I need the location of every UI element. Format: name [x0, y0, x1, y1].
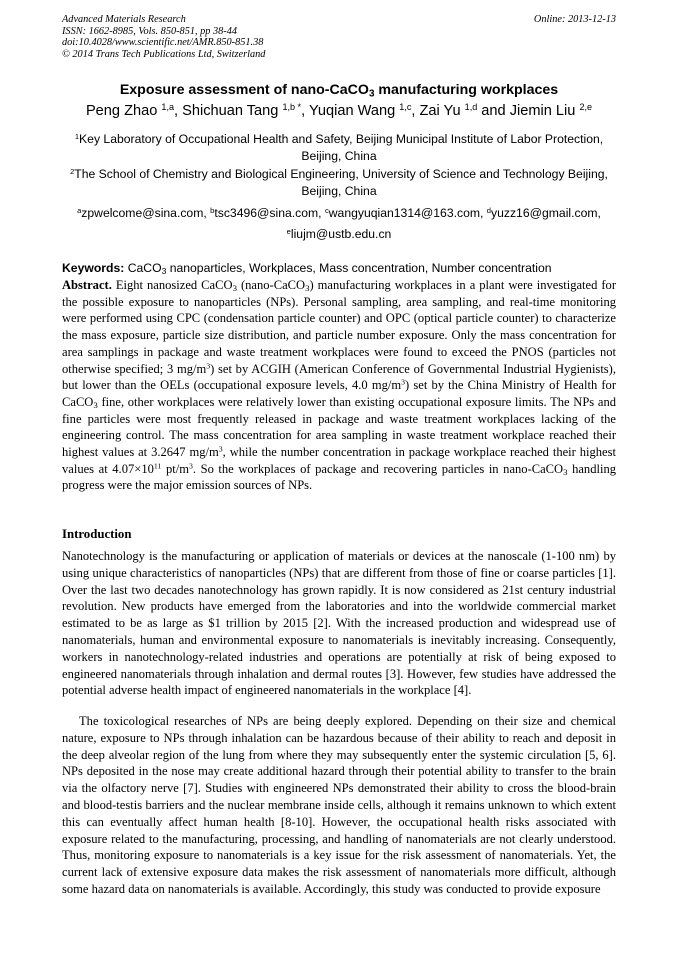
superscript: 11 — [153, 461, 162, 471]
abstract-text: (nano-CaCO — [236, 278, 306, 292]
journal-header — [62, 14, 616, 60]
author-affil-mark: 1,c — [399, 102, 412, 113]
keywords-label: Keywords: — [62, 261, 125, 275]
keywords-text: CaCO — [124, 261, 162, 275]
subscript: 3 — [305, 283, 310, 294]
author-list — [0, 103, 678, 119]
affiliation-1 — [62, 131, 616, 165]
email-address[interactable]: tsc3496@sina.com, — [214, 206, 325, 220]
author-name: Zai Yu — [419, 103, 461, 119]
email-mark: c — [324, 205, 329, 215]
author-name: Peng Zhao — [85, 103, 158, 119]
email-address[interactable]: liujm@ustb.edu.cn — [290, 227, 392, 241]
affiliation-text: The School of Chemistry and Biological Engineering, University of Science and Technology Beijing, Beijing, China — [74, 167, 608, 198]
author-separator: , — [411, 103, 420, 119]
paper-title — [0, 82, 678, 98]
online-date: Online: 2013-12-13 — [533, 14, 616, 25]
author-name: Shichuan Tang — [182, 103, 279, 119]
email-mark: a — [77, 205, 82, 215]
email-list — [62, 203, 616, 245]
abstract-text: pt/m — [161, 461, 189, 476]
superscript: 3 — [188, 461, 193, 471]
email-mark: b — [210, 205, 215, 215]
email-address[interactable]: wangyuqian1314@163.com, — [328, 206, 487, 220]
copyright-line: © 2014 Trans Tech Publications Ltd, Switzerland — [62, 48, 266, 60]
email-address[interactable]: yuzz16@gmail.com, — [491, 206, 601, 220]
journal-name: Advanced Materials Research — [62, 14, 186, 25]
keywords-subscript: 3 — [161, 266, 167, 277]
abstract-text: handling progress were the major emission sources of NPs. — [62, 461, 616, 493]
author-separator: , — [301, 103, 309, 119]
abstract-text: Eight nanosized CaCO — [111, 278, 233, 292]
author-name: Yuqian Wang — [308, 103, 396, 119]
author-separator: and — [477, 103, 510, 119]
email-mark: d — [486, 205, 491, 215]
keywords-text: nanoparticles, Workplaces, Mass concentration, Number concentration — [166, 261, 552, 275]
email-address[interactable]: zpwelcome@sina.com, — [81, 206, 211, 220]
affiliation-text: Key Laboratory of Occupational Health and Safety, Beijing Municipal Institute of Labor Protection, Beijing, China — [79, 132, 604, 163]
abstract-text: ) set by ACGIH (American Conference of Governmental Industrial Hygienists), but lower than the OELs (occupational exposure levels, 4.0 mg/m — [62, 361, 616, 393]
abstract — [62, 277, 616, 494]
author-affil-mark: 2,e — [579, 102, 593, 113]
author-affil-mark: 1,a — [161, 102, 174, 113]
title-subscript: 3 — [368, 88, 375, 100]
superscript: 3 — [206, 361, 211, 371]
affiliation-2 — [62, 166, 616, 200]
keywords — [62, 261, 616, 275]
affiliation-mark: 1 — [74, 131, 80, 141]
email-mark: e — [286, 226, 291, 236]
author-separator: , — [174, 103, 183, 119]
doi-line: doi:10.4028/www.scientific.net/AMR.850-851.38 — [62, 37, 264, 49]
abstract-text: ) set by the China Ministry of Health for CaCO — [62, 378, 617, 409]
abstract-text: ) manufacturing workplaces in a plant were investigated for the possible exposure to nanoparticles (NPs). Personal sampling, area sampling, and real-time monitoring were performed using CPC (condensation particle counter) and OPC (optical particle counter) to characterize the mass exposure, particle size distribution, and particle number exposure. Only the mass concentration for area samplings in package and waste treatment workplaces were found to exceed the PNOS (particles not otherwise specified; 3 mg/m — [62, 278, 617, 376]
author-name: Jiemin Liu — [509, 103, 576, 119]
abstract-label: Abstract. — [62, 278, 112, 292]
abstract-text: , while the number concentration in package workplace reached their highest values at 4.07×10 — [62, 445, 616, 476]
superscript: 3 — [401, 377, 406, 387]
subscript: 3 — [93, 400, 98, 411]
author-affil-mark: 1,d — [464, 102, 478, 113]
issn-line: ISSN: 1662-8985, Vols. 850-851, pp 38-44 — [62, 25, 238, 37]
affiliation-mark: 2 — [70, 166, 75, 176]
intro-paragraph-2: The toxicological researches of NPs are being deeply explored. Depending on their size and chemical nature, exposure to NPs through inhalation can be hazardous because of their ability to reach and deposit in the deep alveolar region of the lung from where they may subsequently enter the systemic circulation [5, 6]. NPs deposited in the nose may create additional hazard through their potential ability to transfer to the brain via the olfactory nerve [7]. Studies with engineered NPs demonstrated their ability to cross the blood-brain and blood-testis barriers and the nuclear membrane inside cells, although it remains unknown to which extent this can eventually affect human health [8-10]. However, the occupational health risks associated with exposure related to the manufacturing, processing, and handling of nanomaterials are not clearly understood. Thus, monitoring exposure to nanomaterials is a key issue for the risk assessment of nanomaterials. Yet, the current lack of extensive exposure data makes the risk assessment of nanomaterials more difficult, although some hazard data on nanomaterials is available. Accordingly, this study was conducted to provide exposure — [62, 714, 616, 896]
subscript: 3 — [563, 466, 568, 477]
title-text: Exposure assessment of nano-CaCO — [119, 82, 369, 98]
intro-paragraph-1: Nanotechnology is the manufacturing or application of materials or devices at the nanoscale (1-100 nm) by using unique characteristics of nanoparticles (NPs) that are different from those of fine or coarse particles [1]. Over the last two decades nanotechnology has grown rapidly. It is now considered as 21st century industrial revolution. New products have emerged from the laboratories and into the worldwide commercial market estimated to be as large as $1 trillion by 2015 [2]. With the increased production and widespread use of nanomaterials, human and environmental exposure to nanomaterials is inevitably increasing. Consequently, workers in nanotechnology-related industries and operations are potentially at risk of being exposed to engineered nanomaterials through inhalation and dermal routes [3]. However, few studies have addressed the potential adverse health impact of engineered nanomaterials in the workplace [4]. — [62, 549, 616, 698]
title-text-end: manufacturing workplaces — [374, 82, 559, 98]
abstract-text: . So the workplaces of package and recovering particles in nano-CaCO — [192, 461, 564, 476]
author-affil-mark: 1,b * — [282, 102, 302, 113]
section-heading-introduction: Introduction — [62, 527, 132, 541]
abstract-text: fine, other workplaces were relatively lower than existing occupational exposure limits. The NPs and fine particles were most frequently released in package and waste treatment workplaces lacking of the engineering control. The mass concentration for area sampling in waste treatment workplace reached their highest values at 3.2647 mg/m — [62, 394, 616, 460]
subscript: 3 — [232, 283, 237, 294]
superscript: 3 — [218, 444, 223, 454]
